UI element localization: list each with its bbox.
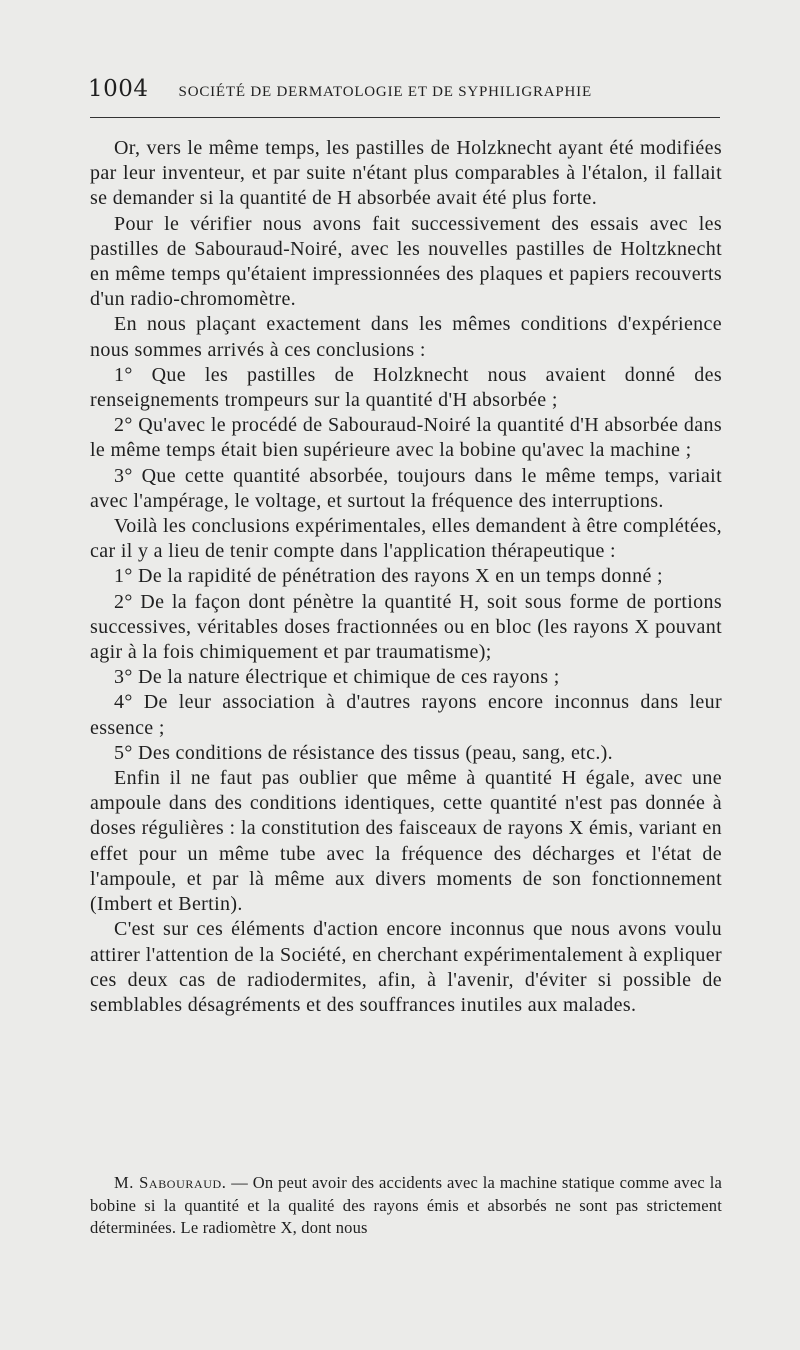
paragraph: En nous plaçant exactement dans les mêmes conditions d'expérience nous sommes arrivés à ces conclusions : bbox=[90, 313, 722, 361]
header-rule bbox=[90, 117, 720, 118]
page-number: 1004 bbox=[88, 76, 149, 102]
factor-item: 3° De la nature électrique et chimique de ces rayons ; bbox=[114, 666, 560, 689]
body-text bbox=[90, 136, 722, 1018]
factor-item: 2° De la façon dont pénètre la quantité H, soit sous forme de portions successives, véritables doses fractionnées ou en bloc (les rayons X pouvant agir à la fois chimiquement et par traumatisme); bbox=[90, 590, 722, 664]
paragraph: Pour le vérifier nous avons fait successivement des essais avec les pastilles de Sabouraud-Noiré, avec les nouvelles pastilles de Holtzknecht en même temps qu'étaient impressionnées des plaques et papiers recouverts d'un radio-chromomètre. bbox=[90, 212, 722, 311]
discussion-paragraph bbox=[90, 1172, 722, 1240]
paragraph: Enfin il ne faut pas oublier que même à quantité H égale, avec une ampoule dans des conditions identiques, cette quantité n'est pas donnée à doses régulières : la constitution des faisceaux de rayons X émis, variant en effet pour un même tube avec la fréquence des décharges et l'état de l'ampoule, et par là même aux divers moments de son fonctionnement (Imbert et Bertin). bbox=[90, 767, 722, 916]
paragraph: C'est sur ces éléments d'action encore inconnus que nous avons voulu attirer l'attention de la Société, en cherchant expérimentalement à expliquer ces deux cas de radiodermites, afin, à l'avenir, d'éviter si possible de semblables désagréments et des souffrances inutiles aux malades. bbox=[90, 918, 722, 1016]
conclusion-item: 3° Que cette quantité absorbée, toujours dans le même temps, variait avec l'ampérage, le voltage, et surtout la fréquence des interruptions. bbox=[90, 464, 722, 512]
conclusion-item: 2° Qu'avec le procédé de Sabouraud-Noiré la quantité d'H absorbée dans le même temps était bien supérieure avec la bobine qu'avec la machine ; bbox=[90, 414, 722, 462]
factor-item: 4° De leur association à d'autres rayons encore inconnus dans leur essence ; bbox=[90, 691, 722, 739]
conclusion-item: 1° Que les pastilles de Holzknecht nous avaient donné des renseignements trompeurs sur la quantité d'H absorbée ; bbox=[90, 363, 722, 412]
paragraph: Or, vers le même temps, les pastilles de Holzknecht ayant été modifiées par leur inventeur, et par suite n'étant plus comparables à l'étalon, il fallait se demander si la quantité de H absorbée avait été plus forte. bbox=[90, 137, 722, 210]
speaker-name: M. Sabouraud. bbox=[114, 1173, 227, 1192]
factor-item: 5° Des conditions de résistance des tissus (peau, sang, etc.). bbox=[114, 741, 614, 764]
discussion-text: — On peut avoir des accidents avec la machine statique comme avec la bobine si la quantité et la qualité des rayons émis et absorbés ne sont pas strictement déterminées. Le radiomètre X, dont nous bbox=[90, 1173, 722, 1237]
paragraph: Voilà les conclusions expérimentales, elles demandent à être complétées, car il y a lieu de tenir compte dans l'application thérapeutique : bbox=[90, 515, 722, 563]
discussion-remark bbox=[90, 1172, 722, 1240]
factor-item: 1° De la rapidité de pénétration des rayons X en un temps donné ; bbox=[114, 565, 663, 588]
page-header bbox=[88, 76, 720, 102]
running-title: SOCIÉTÉ DE DERMATOLOGIE ET DE SYPHILIGRAPHIE bbox=[178, 84, 592, 100]
